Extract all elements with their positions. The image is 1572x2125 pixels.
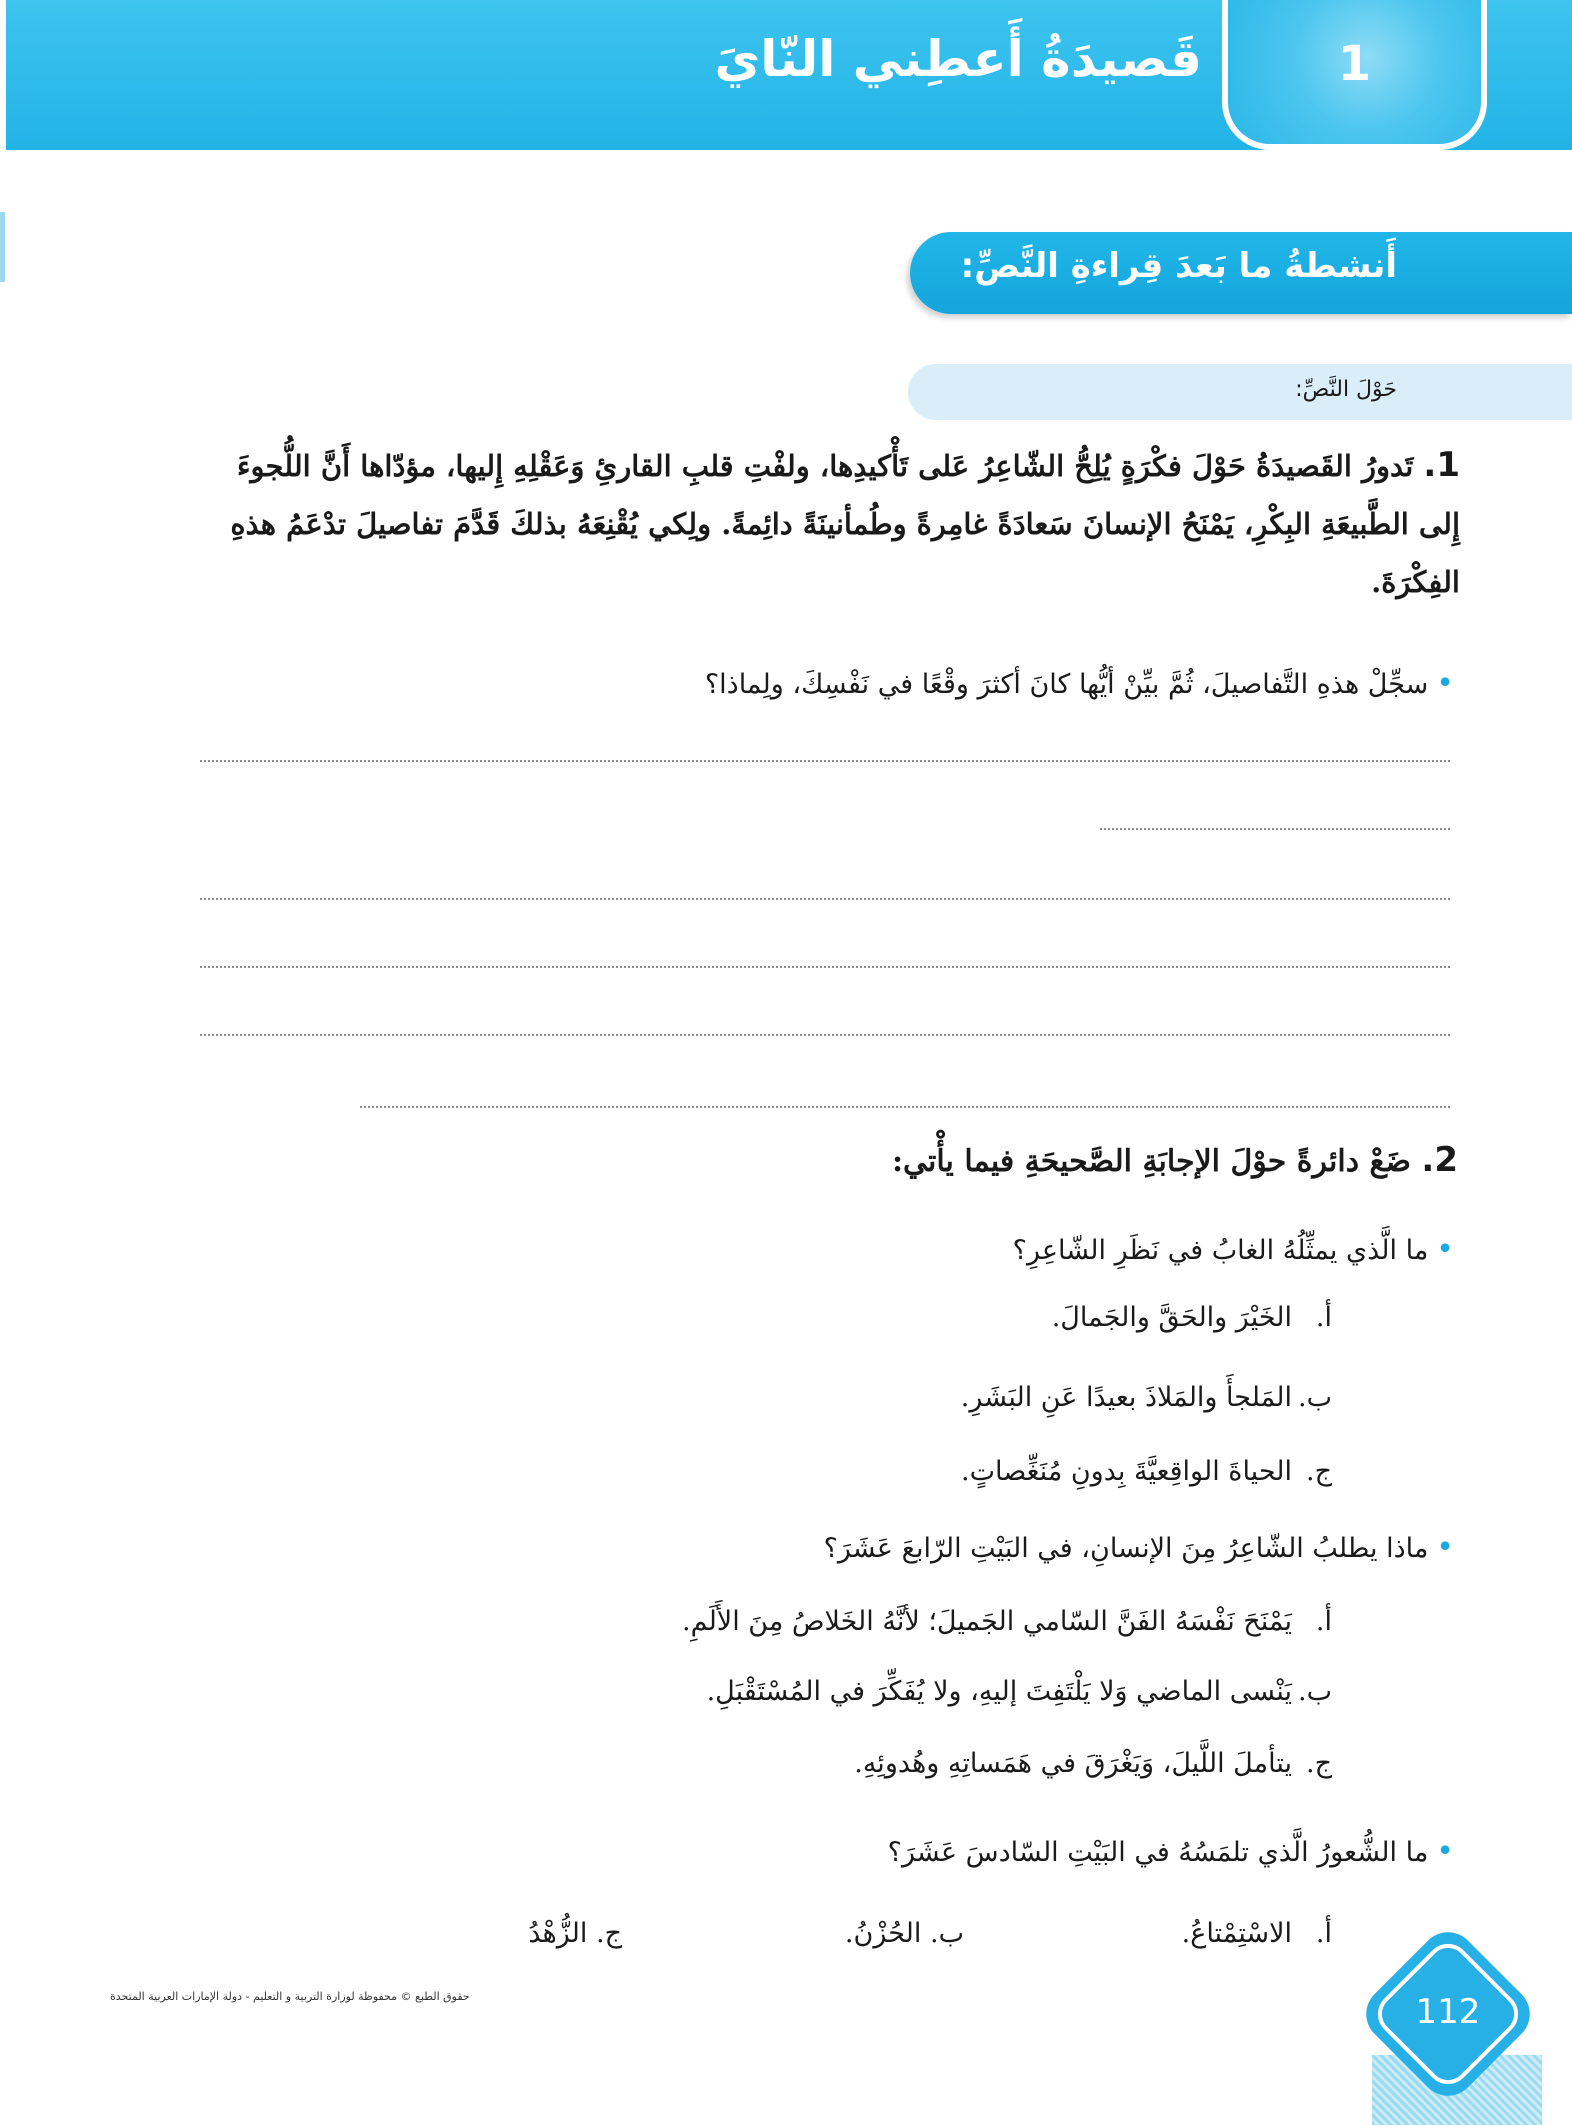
question-1-prompt (705, 666, 1454, 701)
lesson-title: قَصيدَةُ أَعطِني النّايَ (714, 30, 1202, 88)
mcq-question: •ما الَّذي يمثِّلُهُ الغابُ في نَظَرِ الشّاعِرِ؟ (1012, 1232, 1454, 1267)
answer-line[interactable] (200, 898, 1450, 900)
copyright-notice: حقوق الطبع © محفوظة لوزارة التربية و التعليم - دولة الإمارات العربية المتحدة (110, 1990, 470, 2003)
section-header (910, 232, 1572, 314)
mcq-option[interactable]: ب.المَلجأَ والمَلاذَ بعيدًا عَنِ البَشَرِ. (960, 1382, 1332, 1413)
answer-line[interactable] (200, 966, 1450, 968)
subsection-title: حَوْلَ النَّصِّ: (1295, 377, 1397, 402)
bullet-icon: • (1436, 1530, 1454, 1565)
question-text: تَدورُ القَصيدَةُ حَوْلَ فكْرَةٍ يُلِحُّ الشّاعِرُ عَلى تَأْكيدِها، ولفْتِ قلبِ القارئِ وَعَقْلِهِ إِليها، مؤدّاها أَنَّ اللُّجوءَ إِلى الطَّبيعَةِ البِكْرِ، يَمْنَحُ الإنسانَ سَعادَةً غامِرةً وطُمأنينَةً دائِمةً. ولِكي يُقْنِعَهُ بذلكَ قَدَّمَ تفاصيلَ تدْعَمُ هذهِ الفِكْرَةَ. (230, 449, 1460, 599)
mcq-question: •ماذا يطلبُ الشّاعِرُ مِنَ الإنسانِ، في البَيْتِ الرّابعَ عَشَرَ؟ (823, 1530, 1454, 1565)
question-1 (200, 436, 1460, 611)
bullet-icon: • (1436, 1834, 1454, 1869)
answer-line[interactable] (360, 1106, 1450, 1108)
bullet-icon: • (1436, 666, 1454, 701)
question-number: 2. (1421, 1140, 1458, 1180)
mcq-option[interactable]: ب.يَنْسى الماضي وَلا يَلْتَفِتَ إليهِ، ولا يُفَكِّرَ في المُسْتَقْبَلِ. (706, 1676, 1332, 1707)
answer-line[interactable] (1100, 828, 1450, 830)
mcq-option[interactable]: أ.الخَيْرَ والحَقَّ والجَمالَ. (1051, 1302, 1332, 1333)
subsection-header (908, 364, 1572, 420)
prompt-text: سجِّلْ هذهِ التَّفاصيلَ، ثُمَّ بيِّنْ أيُّها كانَ أكثرَ وقْعًا في نَفْسِكَ، ولِماذا؟ (704, 669, 1429, 700)
question-number: 1. (1423, 445, 1460, 485)
unit-number: 1 (1337, 36, 1372, 92)
answer-line[interactable] (200, 1034, 1450, 1036)
mcq-option[interactable]: ج. الزُّهْدُ (528, 1918, 622, 1949)
mcq-option[interactable]: ج.يتأملَ اللَّيلَ، وَيَغْرَقَ في هَمَساتِهِ وهُدوئِهِ. (854, 1748, 1332, 1779)
question-text: ضَعْ دائرةً حوْلَ الإجابَةِ الصَّحيحَةِ فيما يأْتي: (891, 1144, 1411, 1179)
bullet-icon: • (1436, 1232, 1454, 1267)
mcq-option[interactable]: أ.الاسْتِمْتاعُ. (1181, 1918, 1332, 1949)
unit-tab (1222, 0, 1487, 150)
margin-marker (0, 212, 5, 282)
mcq-option[interactable]: ب. الحُزْنُ. (844, 1918, 964, 1949)
question-2 (892, 1140, 1458, 1180)
mcq-option[interactable]: ج.الحياةَ الواقِعيَّةَ بِدونِ مُنَغِّصاتٍ. (961, 1456, 1332, 1487)
mcq-question: •ما الشُّعورُ الَّذي تلمَسُهُ في البَيْتِ السّادسَ عَشَرَ؟ (887, 1834, 1454, 1869)
answer-line[interactable] (200, 760, 1450, 762)
section-title: أَنشطةُ ما بَعدَ قِراءةِ النَّصِّ: (960, 246, 1397, 286)
page-number: 112 (1415, 1992, 1481, 2032)
mcq-option[interactable]: أ.يَمْنَحَ نَفْسَهُ الفَنَّ السّامي الجَميلَ؛ لأنَّهُ الخَلاصُ مِنَ الأَلَمِ. (682, 1606, 1332, 1637)
